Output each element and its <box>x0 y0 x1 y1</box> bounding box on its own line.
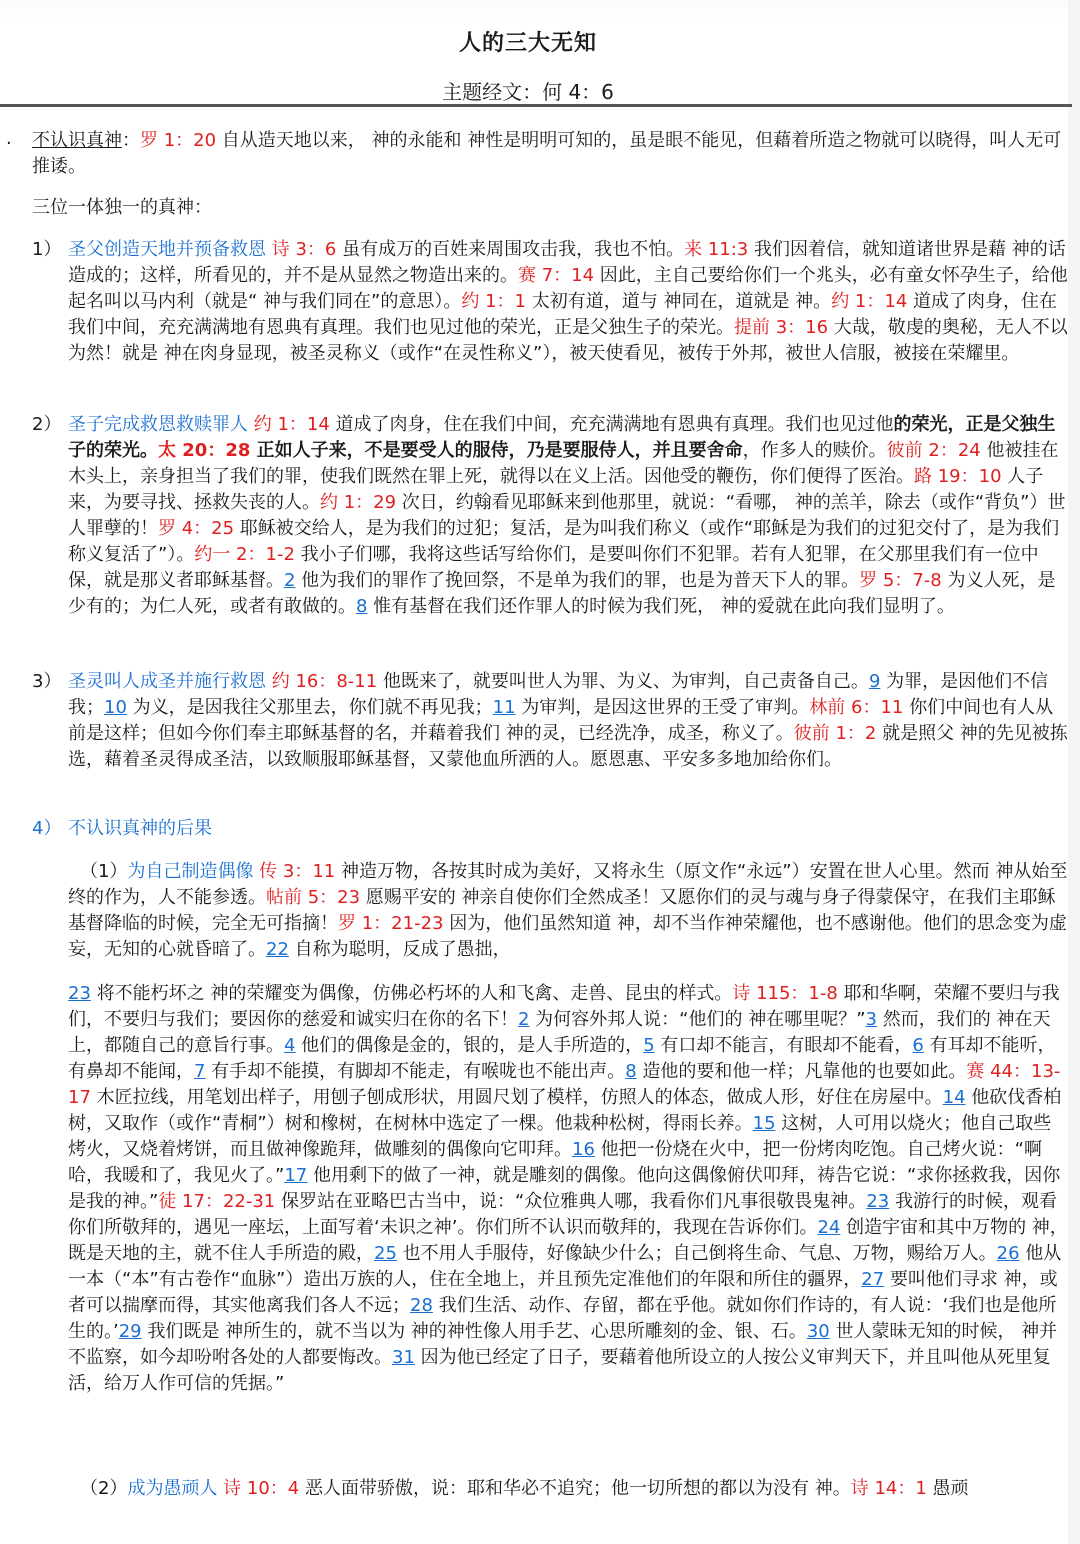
section-father: 圣父创造天地并预备救恩 诗 3：6 虽有成万的百姓来周围攻击我，我也不怕。来 11:3 我们因着信，就知道诸世界是藉 神的话造成的；这样，所看见的，并不是从显然之物造出来的。赛 7：14 因此，主自己要给你们一个兆头，必有童女怀孕生子，给他起名叫以马内利（就是“ 神与我们同在”的意思）。约 1：1 太初有道，道与 神同在，道就是 神。约 1：14 道成了肉身，住在我们中间，充充满满地有恩典有真理。我们也见过他的荣光，正是父独生子的荣光。提前 3：16 大哉，敬虔的奥秘，无人不以为然！就是 神在肉身显现，被圣灵称义（或作“在灵性称义”），被天使看见，被传于外邦，被世人信服，被接在荣耀里。 <box>68 239 1068 364</box>
point-idols: （1）为自己制造偶像 传 3：11 神造万物，各按其时成为美好，又将永生（原文作“永远”）安置在世人心里。然而 神从始至终的作为，人不能参透。帖前 5：23 愿赐平安的 神亲自使你们全然成圣！又愿你们的灵与魂与身子得蒙保守，在我们主耶稣基督降临的时候，完全无可指摘！罗 1：21-23 因为，他们虽然知道 神，却不当作神荣耀他，也不感谢他。他们的思念变为虚妄，无知的心就昏暗了。22 自称为聪明，反成了愚拙， <box>68 861 1068 960</box>
point-heading: 成为愚顽人 <box>127 1478 218 1499</box>
point-heading: 为自己制造偶像 <box>127 861 254 882</box>
point-number: （1） <box>80 861 128 882</box>
verse-ref: 罗 1：20 <box>140 130 217 151</box>
page-edge <box>1068 0 1080 1544</box>
point-fool: （2）成为愚顽人 诗 10：4 恶人面带骄傲，说：耶和华必不追究；他一切所想的都以为没有 神。诗 14：1 愚顽 <box>80 1478 969 1499</box>
header-divider <box>0 104 1072 107</box>
intro-heading: 不认识真神 <box>32 130 122 151</box>
trinity-line: 三位一体独一的真神： <box>32 197 212 218</box>
list-bullet: . <box>6 128 12 149</box>
point-number: （2） <box>80 1478 128 1499</box>
point-idols-continued: 23 将不能朽坏之 神的荣耀变为偶像，仿佛必朽坏的人和飞禽、走兽、昆虫的样式。诗 115：1-8 耶和华啊，荣耀不要归与我们，不要归与我们；要因你的慈爱和诚实归在你的名下！2 为何容外邦人说：“他们的 神在哪里呢？”3 然而，我们的 神在天上，都随自己的意旨行事。4 他们的偶像是金的，银的，是人手所造的，5 有口却不能言，有眼却不能看，6 有耳却不能听，有鼻却不能闻，7 有手却不能摸，有脚却不能走，有喉咙也不能出声。8 造他的要和他一样；凡靠他的也要如此。赛 44：13-17 木匠拉线，用笔划出样子，用刨子刨成形状，用圆尺划了模样，仿照人的体态，做成人形，好住在房屋中。14 他砍伐香柏树，又取作（或作“青桐”）树和橡树，在树林中选定了一棵。他栽种松树，得雨长养。15 这树，人可用以烧火；他自己取些烤火，又烧着烤饼，而且做神像跪拜，做雕刻的偶像向它叩拜。16 他把一份烧在火中，把一份烤肉吃饱。自己烤火说：“啊哈，我暖和了，我见火了。”17 他用剩下的做了一神，就是雕刻的偶像。他向这偶像俯伏叩拜，祷告它说：“求你拯救我，因你是我的神。”徒 17：22-31 保罗站在亚略巴古当中，说：“众位雅典人哪，我看你们凡事很敬畏鬼神。23 我游行的时候，观看你们所敬拜的，遇见一座坛，上面写着‘未识之神’。你们所不认识而敬拜的，我现在告诉你们。24 创造宇宙和其中万物的 神，既是天地的主，就不住人手所造的殿，25 也不用人手服侍，好像缺少什么；自己倒将生命、气息、万物，赐给万人。26 他从一本（“本”有古卷作“血脉”）造出万族的人，住在全地上，并且预先定准他们的年限和所住的疆界，27 要叫他们寻求 神，或者可以揣摩而得，其实他离我们各人不远；28 我们生活、动作、存留，都在乎他。就如你们作诗的，有人说：‘我们也是他所生的。’29 我们既是 神所生的，就不当以为 神的神性像人用手艺、心思所雕刻的金、银、石。30 世人蒙昧无知的时候， 神并不监察，如今却吩咐各处的人都要悔改。31 因为他已经定了日子，要藉着他所设立的人按公义审判天下，并且叫他从死里复活，给万人作可信的凭据。” <box>68 983 1068 1394</box>
top-shadow <box>0 0 1080 20</box>
page-title: 人的三大无知 <box>458 31 597 56</box>
section-heading: 圣灵叫人成圣并施行救恩 <box>68 671 266 692</box>
section-number: 3） <box>32 671 62 692</box>
section-son: 圣子完成救恩救赎罪人 约 1：14 道成了肉身，住在我们中间，充充满满地有恩典有真理。我们也见过他的荣光，正是父独生子的荣光。太 20：28 正如人子来，不是要受人的服侍，乃是要服侍人，并且要舍命，作多人的赎价。彼前 2：24 他被挂在木头上，亲身担当了我们的罪，使我们既然在罪上死，就得以在义上活。因他受的鞭伤，你们便得了医治。路 19：10 人子来，为要寻找、拯救失丧的人。约 1：29 次日，约翰看见耶稣来到他那里，就说：“看哪， 神的羔羊，除去（或作“背负”）世人罪孽的！罗 4：25 耶稣被交给人，是为我们的过犯；复活，是为叫我们称义（或作“耶稣是为我们的过犯交付了，是为我们称义复活了”）。约一 2：1-2 我小子们哪，我将这些话写给你们，是要叫你们不犯罪。若有人犯罪，在父那里我们有一位中保，就是那义者耶稣基督。2 他为我们的罪作了挽回祭，不是单为我们的罪，也是为普天下人的罪。罗 5：7-8 为义人死，是少有的；为仁人死，或者有敢做的。8 惟有基督在我们还作罪人的时候为我们死， 神的爱就在此向我们显明了。 <box>68 414 1066 617</box>
section-number: 1） <box>32 239 62 260</box>
section-consequences-heading: 不认识真神的后果 <box>68 818 212 839</box>
section-heading: 圣父创造天地并预备救恩 <box>68 239 266 260</box>
section-number: 2） <box>32 414 62 435</box>
section-heading: 圣子完成救恩救赎罪人 <box>68 414 248 435</box>
theme-verse: 主题经文：何 4：6 <box>442 80 614 104</box>
section-number: 4） <box>32 818 62 839</box>
section-spirit: 圣灵叫人成圣并施行救恩 约 16：8-11 他既来了，就要叫世人为罪、为义、为审判，自己责备自己。9 为罪，是因他们不信我；10 为义，是因我往父那里去，你们就不再见我；11 为审判，是因这世界的王受了审判。林前 6：11 你们中间也有人从前是这样；但如今你们奉主耶稣基督的名，并藉着我们 神的灵，已经洗净，成圣，称义了。彼前 1：2 就是照父 神的先见被拣选，藉着圣灵得成圣洁，以致顺服耶稣基督，又蒙他血所洒的人。愿恩惠、平安多多地加给你们。 <box>68 671 1068 770</box>
intro-paragraph: 不认识真神：罗 1：20 自从造天地以来， 神的永能和 神性是明明可知的，虽是眼不能见，但藉着所造之物就可以晓得，叫人无可推诿。 <box>32 130 1062 177</box>
